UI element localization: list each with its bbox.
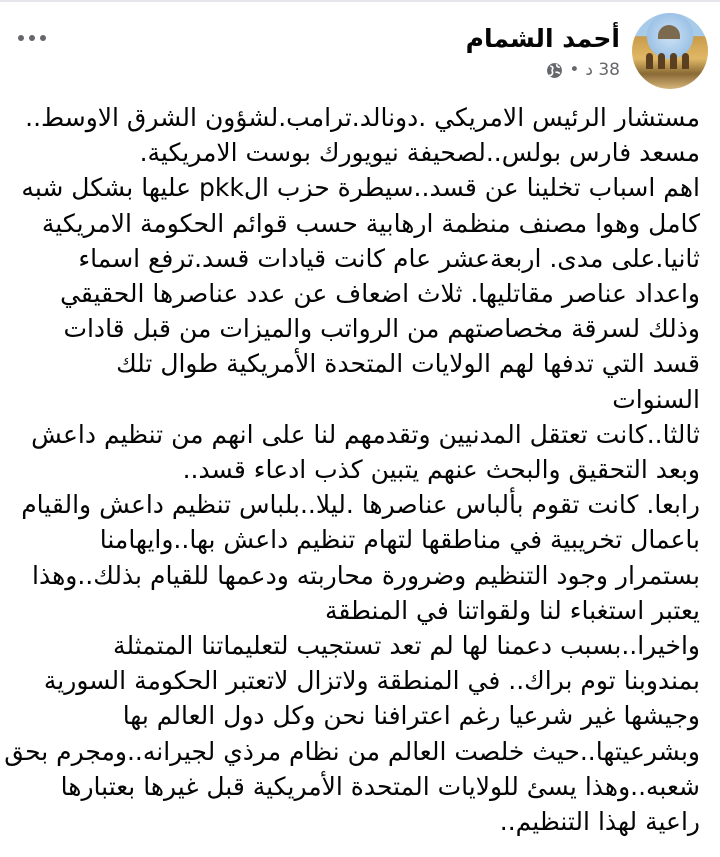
post-text-line: بستمرار وجود التنظيم وضرورة محاربته ودعمها للقيام بذلك..وهذا [32, 560, 700, 590]
more-dots-icon [29, 35, 35, 41]
post-time[interactable]: 38 د [585, 60, 620, 80]
post-text-line: اهم اسباب تخلينا عن قسد..سيطرة حزب الpkk عليها بشكل شبه [21, 173, 700, 203]
post-text-line: بمندوبنا توم براك.. في المنطقة ولاتزال لاتعتبر الحكومة السورية [43, 666, 700, 696]
post-text-line: واعداد عناصر مقاتليها. ثلاث اضعاف عن عدد عناصرها الحقيقي [60, 279, 700, 309]
post-text-line: وبشرعيتها..حيث خلصت العالم من نظام مرذي لجيرانه..ومجرم بحق [4, 736, 700, 766]
post-text-line: مستشار الرئيس الامريكي .دونالد.ترامب.لشؤون الشرق الاوسط.. [25, 103, 700, 132]
post-text-line: رابعا. كانت تقوم بألباس عناصرها .ليلا..بلباس تنظيم داعش والقيام [21, 490, 700, 520]
more-dots-icon [18, 35, 24, 41]
post-text-line: قسد التي تدفها لهم الولايات المتحدة الأمريكية طوال تلك [116, 349, 700, 379]
post-text-line: وذلك لسرقة مخصاصتهم من الرواتب والميزات من قبل قادات [63, 314, 700, 344]
top-divider [0, 0, 720, 2]
post-text-line: راعية لهذا التنظيم.. [499, 807, 700, 837]
post-text-line: باعمال تخريبية في مناطقها لتهام تنظيم داعش بها..وايهامنا [99, 525, 700, 555]
avatar-arch-shape [670, 53, 677, 69]
more-dots-icon [40, 35, 46, 41]
post-text-line: وبعد التحقيق والبحث عنهم يتبين كذب ادعاء قسد.. [182, 455, 700, 485]
post-text-line: يعتبر استغباء لنا ولقواتنا في المنطقة [324, 595, 700, 625]
post-text-line: السنوات [612, 384, 700, 414]
meta-separator: • [569, 60, 580, 80]
post-meta [546, 60, 620, 80]
avatar-dome-shape [658, 25, 680, 39]
post-text-line: كامل وهوا مصنف منظمة ارهابية حسب قوائم الحكومة الامريكية [41, 208, 700, 238]
post-text-line: مسعد فارس بولس..لصحيفة نيويورك بوست الامريكية. [139, 138, 700, 168]
post-text-line: واخيرا..بسبب دعمنا لها لم تعد تستجيب لتعليماتنا المتمثلة [113, 631, 700, 661]
post-text [4, 100, 700, 839]
globe-icon[interactable] [546, 62, 563, 79]
author-avatar[interactable] [632, 13, 708, 89]
more-options-button[interactable] [14, 28, 50, 48]
avatar-arch-shape [682, 53, 689, 69]
post-text-line: وجيشها غير شرعيا رغم اعترافنا نحن وكل دول العالم بها [122, 701, 700, 731]
author-name[interactable]: أحمد الشمام [465, 24, 620, 53]
avatar-arch-shape [658, 53, 665, 69]
post-text-line: ثانيا.على مدى. اربعةعشر عام كانت قيادات قسد.ترفع اسماء [78, 243, 700, 273]
post-text-line: شعبه..وهذا يسئ للولايات المتحدة الأمريكية قبل غيرها بعتبارها [60, 771, 700, 801]
avatar-arch-shape [646, 53, 653, 69]
post-text-line: ثالثا..كانت تعتقل المدنيين وتقدمهم لنا على انهم من تنظيم داعش [31, 419, 700, 449]
